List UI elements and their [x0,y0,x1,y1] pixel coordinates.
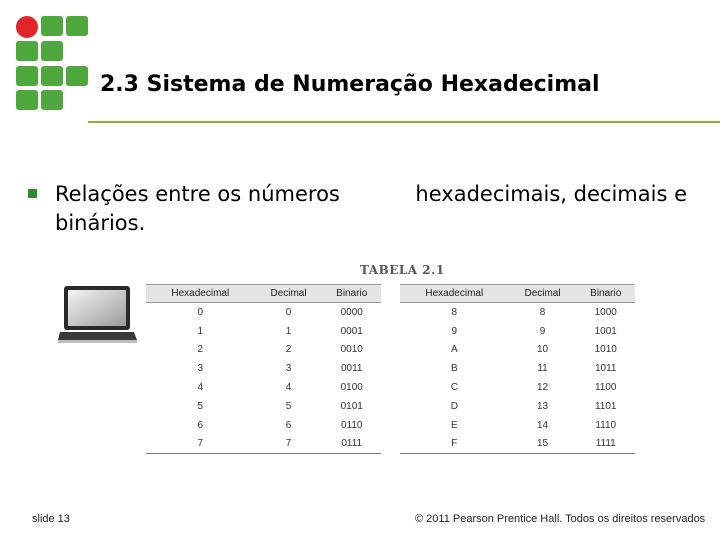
cell-hexadecimal: B [450,363,458,375]
logo-square [16,90,38,110]
cell-hexadecimal: 0 [197,306,204,318]
cell-binary: 1001 [594,325,617,337]
cell-binary: 1011 [594,363,617,375]
logo-square [41,41,63,61]
laptop-icon [58,285,138,345]
cell-hexadecimal: 7 [146,435,255,454]
cell-binary: 0011 [340,363,363,375]
institution-logo [14,16,90,110]
column-header-decimal: Decimal [509,285,577,303]
column-header-hex: Hexadecimal [146,285,255,303]
table-caption: TABELA 2.1 [360,263,445,277]
table-row [400,341,635,360]
table-row [146,397,381,416]
cell-hexadecimal: 4 [197,382,204,394]
cell-hexadecimal: E [450,419,458,431]
cell-hexadecimal: 9 [451,325,458,337]
cell-decimal: 9 [539,325,546,337]
cell-decimal: 6 [285,419,292,431]
conversion-table-left [146,284,381,454]
cell-binary: 0010 [340,344,363,356]
cell-decimal: 15 [509,435,577,454]
table-row [400,416,635,435]
cell-decimal: 8 [539,306,546,318]
cell-binary: 0101 [340,400,363,412]
logo-square [66,66,88,86]
conversion-table-right [400,284,635,454]
cell-decimal: 4 [285,382,292,394]
bullet-text-part2: hexadecimais, decimais e [415,182,687,206]
cell-hexadecimal: A [450,344,458,356]
table-row [146,378,381,397]
cell-binary: 0111 [322,435,381,454]
cell-binary: 1111 [576,435,635,454]
cell-hexadecimal: 3 [197,363,204,375]
column-header-decimal: Decimal [255,285,323,303]
cell-decimal: 12 [536,382,549,394]
cell-binary: 1000 [594,306,617,318]
bullet-square-icon [28,189,37,198]
logo-red-dot [16,16,38,38]
cell-hexadecimal: 2 [197,344,204,356]
cell-binary: 1010 [594,344,617,356]
cell-binary: 0001 [340,325,363,337]
table-row [400,359,635,378]
cell-decimal: 3 [285,363,292,375]
column-header-hex: Hexadecimal [400,285,509,303]
cell-hexadecimal: 6 [197,419,204,431]
title-divider [88,121,720,123]
table-row [146,303,381,322]
cell-binary: 1100 [594,382,617,394]
cell-hexadecimal: D [450,400,458,412]
cell-binary: 0100 [340,382,363,394]
logo-square [41,16,63,36]
column-header-binary: Binario [322,285,381,303]
table-header-row [400,285,635,303]
table-row [400,322,635,341]
logo-square [16,41,38,61]
table-row [400,397,635,416]
slide-number: slide 13 [32,513,70,525]
cell-binary: 0000 [340,306,363,318]
cell-decimal: 10 [536,344,549,356]
bullet-text [55,180,690,238]
table-row [146,341,381,360]
logo-square [16,66,38,86]
table-row [400,435,635,454]
cell-decimal: 7 [255,435,323,454]
column-header-binary: Binario [576,285,635,303]
copyright-notice: © 2011 Pearson Prentice Hall. Todos os direitos reservados [415,513,706,525]
table-row [400,378,635,397]
cell-hexadecimal: F [400,435,509,454]
logo-square [66,16,88,36]
cell-hexadecimal: 8 [451,306,458,318]
table-row [146,416,381,435]
logo-square [41,90,63,110]
table-header-row [146,285,381,303]
cell-binary: 1101 [594,400,617,412]
slide-title: 2.3 Sistema de Numeração Hexadecimal [100,72,600,97]
cell-hexadecimal: 1 [197,325,204,337]
table-row [146,322,381,341]
cell-decimal: 1 [285,325,292,337]
bullet-text-part1: Relações entre os números [55,182,340,206]
bullet-text-line2: binários. [55,211,146,235]
cell-decimal: 2 [285,344,292,356]
cell-decimal: 0 [285,306,292,318]
cell-hexadecimal: C [450,382,458,394]
cell-decimal: 14 [536,419,549,431]
table-row [400,303,635,322]
cell-decimal: 11 [537,363,548,375]
cell-decimal: 5 [285,400,292,412]
cell-decimal: 13 [536,400,549,412]
cell-hexadecimal: 5 [197,400,204,412]
cell-binary: 0110 [340,419,363,431]
logo-square [41,66,63,86]
cell-binary: 1110 [595,419,617,431]
table-row [146,435,381,454]
table-row [146,359,381,378]
